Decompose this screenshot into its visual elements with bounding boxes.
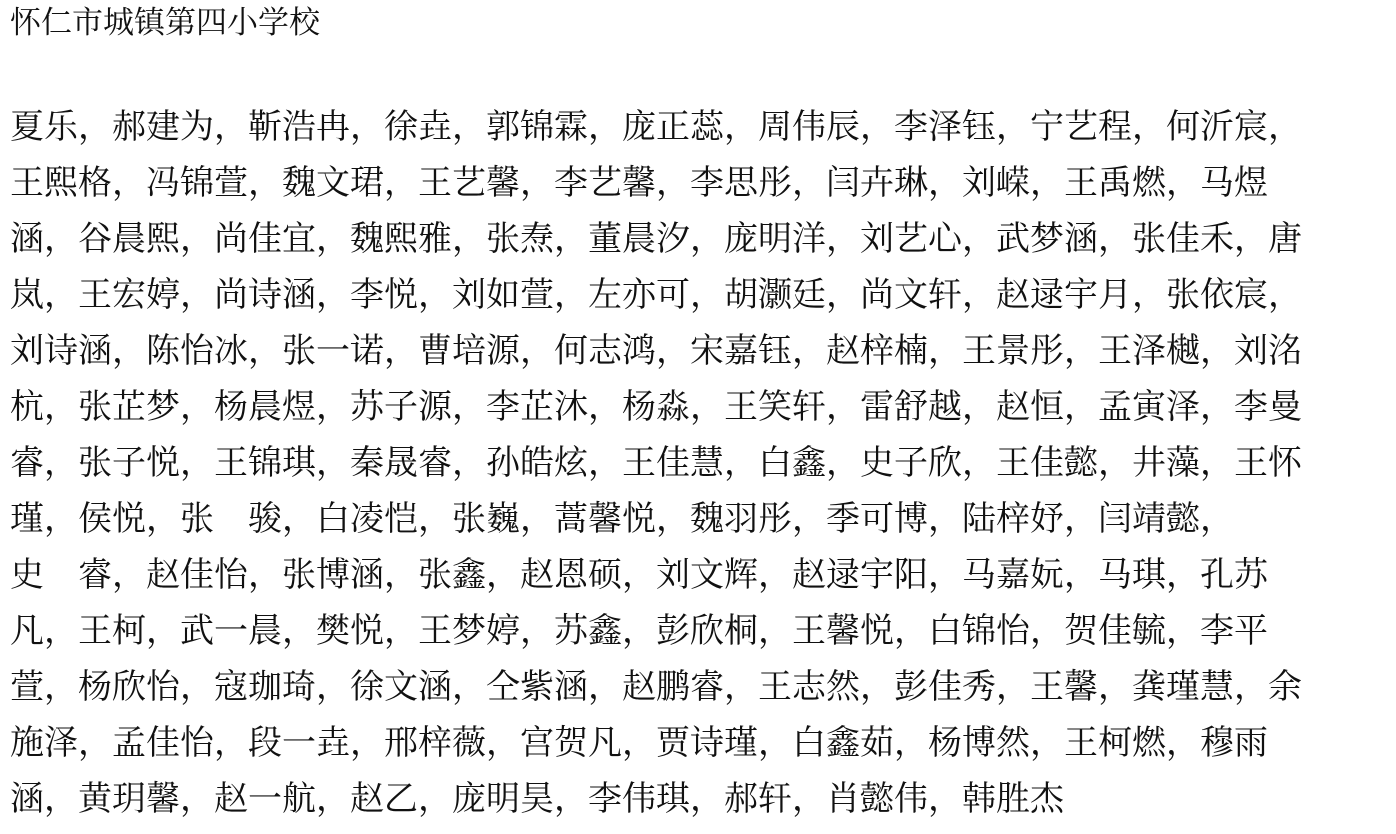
- name-list-line: 涵，黄玥馨，赵一航，赵乙，庞明昊，李伟琪，郝轩，肖懿伟，韩胜杰: [10, 779, 1064, 819]
- name-list-line: 凡，王柯，武一晨，樊悦，王梦婷，苏鑫，彭欣桐，王馨悦，白锦怡，贺佳毓，李平: [10, 611, 1268, 651]
- name-list-line: 史 睿，赵佳怡，张博涵，张鑫，赵恩硕，刘文辉，赵逯宇阳，马嘉妧，马琪，孔苏: [10, 555, 1268, 595]
- name-list-line: 施泽，孟佳怡，段一垚，邢梓薇，宫贺凡，贾诗瑾，白鑫茹，杨博然，王柯燃，穆雨: [10, 723, 1268, 763]
- name-list-line: 夏乐，郝建为，靳浩冉，徐垚，郭锦霖，庞正蕊，周伟辰，李泽钰，宁艺程，何沂宸，: [10, 107, 1302, 147]
- name-list-line: 刘诗涵，陈怡冰，张一诺，曹培源，何志鸿，宋嘉钰，赵梓楠，王景彤，王泽樾，刘洺: [10, 331, 1302, 371]
- name-list-line: 岚，王宏婷，尚诗涵，李悦，刘如萱，左亦可，胡灏廷，尚文轩，赵逯宇月，张依宸，: [10, 275, 1302, 315]
- name-list-line: 萱，杨欣怡，寇珈琦，徐文涵，仝紫涵，赵鹏睿，王志然，彭佳秀，王馨，龚瑾慧，余: [10, 667, 1302, 707]
- name-list-line: 涵，谷晨熙，尚佳宜，魏熙雅，张焘，董晨汐，庞明洋，刘艺心，武梦涵，张佳禾，唐: [10, 219, 1302, 259]
- name-list-line: 瑾，侯悦，张 骏，白凌恺，张巍，蒿馨悦，魏羽彤，季可博，陆梓妤，闫靖懿，: [10, 499, 1234, 539]
- name-list-line: 杭，张芷梦，杨晨煜，苏子源，李芷沐，杨淼，王笑轩，雷舒越，赵恒，孟寅泽，李曼: [10, 387, 1302, 427]
- document-title: 怀仁市城镇第四小学校: [10, 5, 320, 41]
- student-name-list: [10, 99, 1386, 827]
- name-list-line: 王熙格，冯锦萱，魏文珺，王艺馨，李艺馨，李思彤，闫卉琳，刘嵘，王禹燃，马煜: [10, 163, 1268, 203]
- name-list-line: 睿，张子悦，王锦琪，秦晟睿，孙皓炫，王佳慧，白鑫，史子欣，王佳懿，井藻，王怀: [10, 443, 1302, 483]
